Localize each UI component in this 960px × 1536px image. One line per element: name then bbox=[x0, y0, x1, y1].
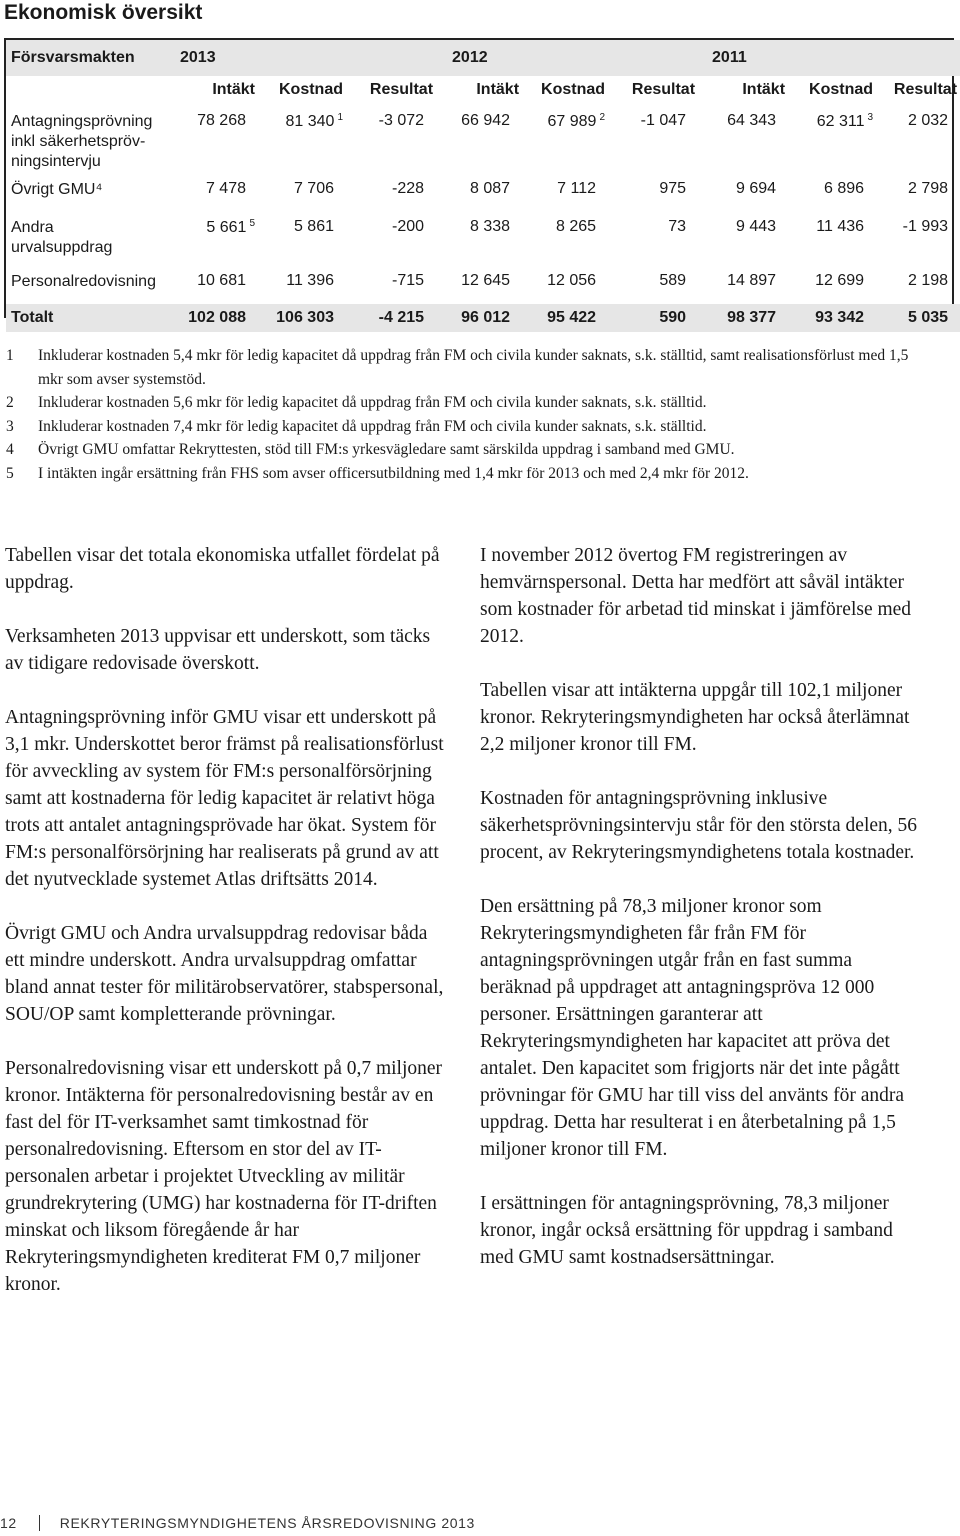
total-cell: 93 342 bbox=[792, 304, 880, 332]
cell-value: 7 478 bbox=[205, 180, 246, 197]
body-text-right-column bbox=[480, 542, 925, 1298]
year-label: 2013 bbox=[174, 40, 440, 76]
footnote-marker: 1 bbox=[337, 112, 343, 123]
cell-value: 64 343 bbox=[727, 112, 777, 129]
total-cell: 96 012 bbox=[440, 304, 526, 332]
table-cell bbox=[612, 264, 702, 304]
cell-value: 2 198 bbox=[907, 272, 949, 289]
column-header: Intäkt bbox=[742, 81, 786, 98]
footnote-number: 3 bbox=[6, 417, 14, 435]
paragraph: Tabellen visar att intäkterna uppgår till 102,1 miljoner kronor. Rekryteringsmyndigheten har också återlämnat 2,2 miljoner kronor till FM. bbox=[480, 680, 910, 755]
table-cell bbox=[880, 104, 960, 172]
footnote bbox=[6, 438, 936, 462]
column-header: Intäkt bbox=[476, 81, 520, 98]
table-cell bbox=[174, 210, 262, 264]
cell-value: 12 645 bbox=[461, 272, 511, 289]
table-cell bbox=[262, 104, 350, 172]
table-row bbox=[6, 172, 960, 210]
cell-value: 10 681 bbox=[197, 272, 246, 289]
total-cell: 106 303 bbox=[262, 304, 350, 332]
cell-value: 78 268 bbox=[197, 112, 246, 129]
table-cell bbox=[174, 264, 262, 304]
paragraph: Personalredovisning visar ett underskott på 0,7 miljoner kronor. Intäkterna för personalredovisning består av en fast del för IT-verksamhet samt timkostnad för personalredovisning. Eftersom en stor del av IT-personalen arbetar i projektet Utveckling av militär grundrekrytering (UMG) har kostnaderna för IT-driften minskat och liksom föregående år har Rekryteringsmyndigheten krediterat FM 0,7 miljoner kronor. bbox=[5, 1058, 443, 1295]
column-header: Kostnad bbox=[541, 81, 606, 98]
cell-value: -1 047 bbox=[640, 112, 687, 129]
footnote bbox=[6, 391, 936, 415]
cell-value: 2 032 bbox=[907, 112, 949, 129]
footnote-number: 2 bbox=[6, 394, 14, 411]
cell-value: 975 bbox=[659, 180, 687, 197]
paragraph: Verksamheten 2013 uppvisar ett underskott, som täcks av tidigare redovisade överskott. bbox=[5, 626, 431, 674]
footnote-text: Inkluderar kostnaden 7,4 mkr för ledig kapacitet då uppdrag från FM och civila kunder saknats, s.k. ställtid. bbox=[38, 417, 707, 435]
row-label bbox=[6, 210, 174, 264]
table-cell bbox=[440, 264, 526, 304]
cell-value: 6 896 bbox=[823, 180, 865, 197]
cell-value: 8 338 bbox=[469, 218, 511, 235]
table-cell bbox=[174, 104, 262, 172]
table-cell bbox=[440, 172, 526, 210]
paragraph: I ersättningen för antagningsprövning, 78,3 miljoner kronor, ingår också ersättning för uppdrag i samband med GMU samt kostnadsersättningar. bbox=[480, 1193, 893, 1268]
row-label-line: Andra bbox=[11, 219, 54, 236]
table-cell bbox=[526, 104, 612, 172]
table-row bbox=[6, 264, 960, 304]
cell-value: 81 340 bbox=[285, 113, 335, 130]
table-cell bbox=[702, 210, 792, 264]
year-header-row bbox=[6, 40, 960, 76]
footer-title: REKRYTERINGSMYNDIGHETENS ÅRSREDOVISNING 2013 bbox=[59, 1515, 475, 1531]
paragraph: Övrigt GMU och Andra urvalsuppdrag redovisar båda ett mindre underskott. Andra urvalsuppdrag omfattar bland annat tester för militärobservatörer, stabspersonal, SOU/OP samt kompletterande prövningar. bbox=[5, 923, 444, 1025]
footnotes bbox=[6, 344, 936, 485]
year-label: 2011 bbox=[702, 40, 960, 76]
table-row bbox=[6, 104, 960, 172]
row-label-line: ningsintervju bbox=[11, 153, 101, 170]
cell-value: 62 311 bbox=[816, 113, 865, 130]
cell-value: 11 396 bbox=[286, 272, 334, 289]
row-label-line: inkl säkerhetspröv- bbox=[11, 133, 146, 150]
year-label: 2012 bbox=[440, 40, 702, 76]
table-cell bbox=[350, 172, 440, 210]
total-cell: 95 422 bbox=[526, 304, 612, 332]
table-cell bbox=[792, 172, 880, 210]
footnote-text: Övrigt GMU omfattar Rekryttesten, stöd till FM:s yrkesvägledare samt särskilda uppdrag i samband med GMU. bbox=[38, 441, 735, 458]
cell-value: 12 699 bbox=[815, 272, 865, 289]
table-cell bbox=[350, 264, 440, 304]
table-cell bbox=[526, 264, 612, 304]
paragraph: Kostnaden för antagningsprövning inklusive säkerhetsprövningsintervju står för den största delen, 56 procent, av Rekryteringsmyndighetens totala kostnader. bbox=[480, 788, 918, 863]
body-text-left-column bbox=[5, 542, 450, 1325]
total-row bbox=[6, 304, 960, 332]
row-label-line: Antagningsprövning bbox=[11, 113, 153, 130]
column-header: Kostnad bbox=[279, 81, 343, 98]
paragraph: Den ersättning på 78,3 miljoner kronor som Rekryteringsmyndigheten får från FM för antagningsprövningen utgår från en fast summa beräknad på uppdraget att antagningspröva 12 000 personer. Ersättningen garanterar att Rekryteringsmyndigheten har kapacitet att pröva det antalet. Den kapacitet som frigjorts när det inte pågått prövningar för GMU har till viss del använts för andra uppdrag. Detta har resulterat i en återbetalning på 1,5 miljoner kronor till FM. bbox=[480, 896, 905, 1160]
cell-value: 14 897 bbox=[727, 272, 777, 289]
table-cell bbox=[440, 104, 526, 172]
table-row bbox=[6, 210, 960, 264]
cell-value: 66 942 bbox=[461, 112, 511, 129]
cell-value: 589 bbox=[659, 272, 687, 289]
footnote-number: 4 bbox=[6, 441, 14, 458]
total-cell: -4 215 bbox=[350, 304, 440, 332]
row-label bbox=[6, 264, 174, 304]
row-label-line: Övrigt GMU⁴ bbox=[11, 181, 103, 198]
column-header-row bbox=[6, 76, 960, 104]
paragraph: Tabellen visar det totala ekonomiska utfallet fördelat på uppdrag. bbox=[5, 545, 440, 593]
table-cell bbox=[880, 210, 960, 264]
table-cell bbox=[702, 104, 792, 172]
column-header: Resultat bbox=[893, 81, 958, 98]
row-label bbox=[6, 172, 174, 210]
cell-value: 7 706 bbox=[293, 180, 334, 197]
cell-value: 67 989 bbox=[547, 113, 597, 130]
table-cell bbox=[702, 172, 792, 210]
footnote bbox=[6, 415, 936, 439]
table-cell bbox=[612, 172, 702, 210]
table-cell bbox=[880, 264, 960, 304]
footnote-text: Inkluderar kostnaden 5,4 mkr för ledig kapacitet då uppdrag från FM och civila kunder saknats, s.k. ställtid, samt realisationsförlust med 1,5 mkr som avser systemstöd. bbox=[38, 347, 909, 388]
footnote-marker: 5 bbox=[249, 218, 255, 229]
table-cell bbox=[792, 210, 880, 264]
footnote-marker: 3 bbox=[867, 112, 874, 123]
footnote-number: 5 bbox=[6, 464, 14, 482]
paragraph: Antagningsprövning inför GMU visar ett underskott på 3,1 mkr. Underskottet beror främst på realisationsförlust för avveckling av system för FM:s personalförsörjning samt att kostnaderna för ledig kapacitet är relativt höga trots att antalet antagningsprövade har ökat. System för FM:s personalförsörjning har realiserats på grund av att det nyutvecklade systemet Atlas driftsätts 2014. bbox=[5, 707, 444, 890]
row-label bbox=[6, 104, 174, 172]
row-label-line: urvalsuppdrag bbox=[11, 239, 113, 256]
table-header-label: Försvarsmakten bbox=[6, 40, 174, 76]
cell-value: -228 bbox=[391, 180, 425, 197]
cell-value: 8 265 bbox=[555, 218, 597, 235]
footnote-text: Inkluderar kostnaden 5,6 mkr för ledig kapacitet då uppdrag från FM och civila kunder saknats, s.k. ställtid. bbox=[38, 394, 707, 411]
cell-value: 5 661 bbox=[206, 219, 247, 236]
table-cell bbox=[174, 172, 262, 210]
cell-value: 73 bbox=[668, 218, 687, 235]
total-cell: 102 088 bbox=[174, 304, 262, 332]
table-cell bbox=[440, 210, 526, 264]
table-cell bbox=[792, 104, 880, 172]
cell-value: 9 443 bbox=[735, 218, 777, 235]
cell-value: -1 993 bbox=[902, 218, 949, 235]
table-cell bbox=[262, 172, 350, 210]
table-cell bbox=[350, 210, 440, 264]
cell-value: 2 798 bbox=[907, 180, 949, 197]
total-cell: 590 bbox=[612, 304, 702, 332]
footnote-number: 1 bbox=[6, 347, 14, 364]
cell-value: 9 694 bbox=[735, 180, 777, 197]
cell-value: -3 072 bbox=[378, 112, 425, 129]
table-cell bbox=[526, 210, 612, 264]
footnote bbox=[6, 344, 936, 391]
column-header: Resultat bbox=[631, 81, 696, 98]
table-cell bbox=[612, 104, 702, 172]
table-cell bbox=[526, 172, 612, 210]
table-cell bbox=[262, 210, 350, 264]
cell-value: 8 087 bbox=[469, 180, 511, 197]
footnote-marker: 2 bbox=[599, 112, 606, 123]
table-cell bbox=[880, 172, 960, 210]
table-cell bbox=[702, 264, 792, 304]
footnote-text: I intäkten ingår ersättning från FHS som avser officersutbildning med 1,4 mkr för 2013 och med 2,4 mkr för 2012. bbox=[38, 464, 749, 482]
total-cell: 5 035 bbox=[880, 304, 960, 332]
cell-value: 5 861 bbox=[293, 218, 334, 235]
table-cell bbox=[262, 264, 350, 304]
cell-value: -715 bbox=[391, 272, 425, 289]
page-number: 12 bbox=[0, 1515, 17, 1531]
table-cell bbox=[350, 104, 440, 172]
table-cell bbox=[792, 264, 880, 304]
footer-divider bbox=[39, 1515, 40, 1531]
total-label: Totalt bbox=[6, 304, 174, 332]
page-heading: Ekonomisk översikt bbox=[4, 1, 203, 24]
table-cell bbox=[612, 210, 702, 264]
column-header: Kostnad bbox=[809, 81, 874, 98]
cell-value: -200 bbox=[391, 218, 425, 235]
cell-value: 7 112 bbox=[557, 180, 597, 197]
column-header: Resultat bbox=[369, 81, 434, 98]
cell-value: 12 056 bbox=[547, 272, 597, 289]
total-cell: 98 377 bbox=[702, 304, 792, 332]
economic-table bbox=[4, 38, 958, 326]
column-header: Intäkt bbox=[212, 81, 255, 98]
footnote bbox=[6, 462, 936, 486]
row-label-line: Personalredovisning bbox=[11, 273, 156, 290]
cell-value: 11 436 bbox=[816, 218, 865, 235]
page-footer bbox=[0, 1515, 475, 1531]
paragraph: I november 2012 övertog FM registreringen av hemvärnspersonal. Detta har medfört att såväl intäkter som kostnader för arbetad tid minskat i jämförelse med 2012. bbox=[480, 545, 912, 647]
